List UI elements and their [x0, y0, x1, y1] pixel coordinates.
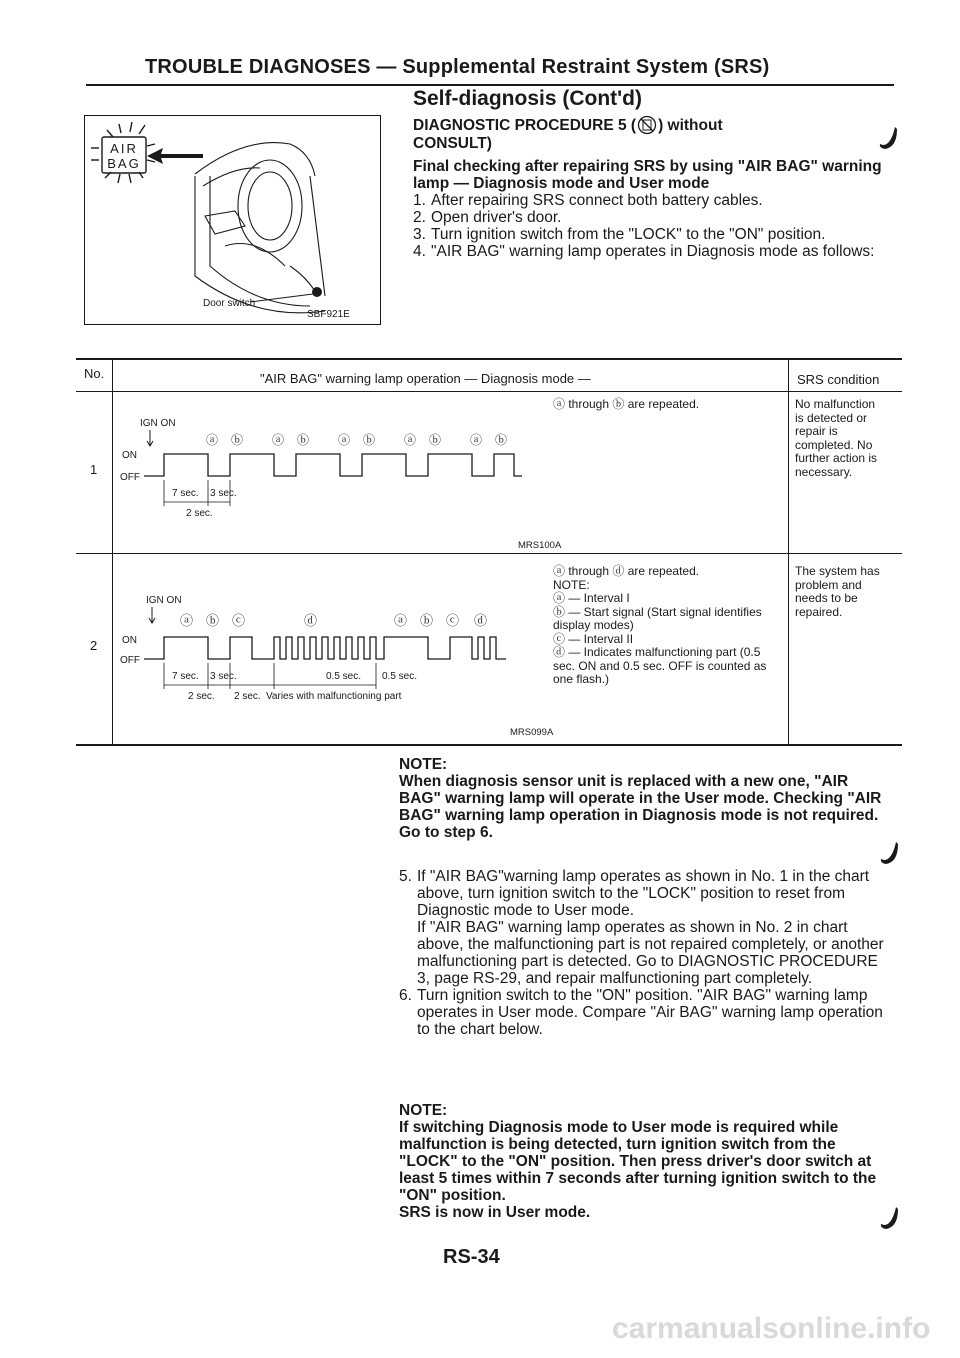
section-title: Self-diagnosis (Cont'd) [413, 87, 642, 110]
row-1-on: ON [122, 450, 137, 461]
figure-code: SBF921E [307, 309, 350, 320]
procedure-body [413, 158, 895, 260]
door-switch-label: Door switch [203, 298, 256, 309]
check-mark-icon [878, 840, 902, 868]
list-item: 1. After repairing SRS connect both battery cables. [413, 192, 763, 209]
label-a: ⓐ [206, 433, 219, 447]
note-2 [399, 1102, 893, 1221]
arrow-icon [147, 148, 203, 164]
row-2-t2b: 2 sec. [234, 691, 261, 702]
row-2-number: 2 [90, 638, 98, 653]
step-list-1 [413, 192, 895, 260]
row-2-on: ON [122, 635, 137, 646]
note-1-text: When diagnosis sensor unit is replaced with a new one, "AIR BAG" warning lamp will operate in the User mode. Checking "AIR BAG" warning lamp operation in Diagnosis mode is not required. Go to step 6. [399, 773, 882, 841]
label-d: ⓓ [304, 613, 318, 628]
footer-watermark: carmanualsonline.info [612, 1312, 931, 1345]
row-1-waveform [144, 454, 522, 476]
note-2-text: If switching Diagnosis mode to User mode is required while malfunction is being detected, turn ignition switch from the "LOCK" to the "ON" position. Then press driver's door switch at least 5 times within 7 seconds after turning ignition switch to the "ON" position. [399, 1119, 877, 1204]
row-2-repeat-note: ⓐ through ⓓ are repeated. NOTE: ⓐ — Interval I ⓑ — Start signal (Start signal identifies display modes) ⓒ — Interval II ⓓ — Indicates malfunctioning part (0.5 sec. ON and 0.5 sec. OFF is counted as one flash.) [553, 564, 767, 686]
row-1-code: MRS100A [518, 540, 562, 551]
label-b: ⓑ [429, 433, 442, 447]
page-number: RS-34 [443, 1246, 500, 1268]
page-header: TROUBLE DIAGNOSES — Supplemental Restraint System (SRS) [145, 56, 770, 78]
procedure-title-c: CONSULT) [413, 135, 492, 152]
label-a: ⓐ [470, 433, 483, 447]
door-switch-figure [84, 115, 381, 325]
label-a: ⓐ [180, 613, 194, 628]
col-header-no: No. [84, 366, 105, 381]
list-item: 3. Turn ignition switch from the "LOCK" to the "ON" position. [413, 226, 826, 243]
list-item: 5. If "AIR BAG"warning lamp operates as shown in No. 1 in the chart above, turn ignition switch to the "LOCK" position to reset from Diagnostic mode to User mode. [399, 868, 870, 919]
row-2-code: MRS099A [510, 727, 554, 738]
label-a: ⓐ [394, 613, 408, 628]
procedure-title-b: ) without [658, 117, 723, 134]
header-rule [86, 84, 894, 86]
table-col-rule-2 [788, 358, 789, 745]
row-2-labels [180, 613, 487, 628]
table-row-rule [76, 553, 902, 554]
label-c: ⓒ [446, 613, 460, 628]
col-header-operation: "AIR BAG" warning lamp operation — Diagnosis mode — [260, 371, 591, 386]
note-2-head: NOTE: [399, 1102, 448, 1119]
table-bottom-rule [76, 744, 902, 746]
row-2-timing-diagram [114, 575, 554, 743]
list-item: 2. Open driver's door. [413, 209, 562, 226]
row-2-varies: Varies with malfunctioning part [266, 691, 402, 702]
no-consult-icon [637, 115, 657, 135]
row-2-condition: The system has problem and needs to be repaired. [795, 564, 880, 619]
door-switch-icon [312, 287, 322, 297]
label-a: ⓐ [338, 433, 351, 447]
row-2-t7: 7 sec. [172, 671, 199, 682]
row-2-t2: 2 sec. [188, 691, 215, 702]
row-2-ign-on: IGN ON [146, 595, 182, 606]
list-item: 4. "AIR BAG" warning lamp operates in Diagnosis mode as follows: [413, 243, 875, 260]
list-item: If "AIR BAG" warning lamp operates as shown in No. 2 in chart above, the malfunctioning part is not repaired completely, or another malfunctioning part is detected. Go to DIAGNOSTIC PROCEDURE 3, page RS-29, and repair malfunctioning part completely. [417, 919, 884, 987]
door-switch-illustration [85, 116, 379, 323]
check-mark-icon [878, 1205, 902, 1233]
row-2-t3: 3 sec. [210, 671, 237, 682]
table-top-rule [76, 358, 902, 360]
step-list-2 [399, 868, 893, 1038]
label-a: ⓐ [272, 433, 285, 447]
label-b: ⓑ [420, 613, 434, 628]
row-1-repeat-note: ⓐ through ⓑ are repeated. [553, 397, 700, 411]
procedure-title [413, 115, 873, 153]
label-b: ⓑ [495, 433, 508, 447]
row-2-off: OFF [120, 655, 140, 666]
lamp-label-bag: BAG [107, 156, 141, 171]
label-d: ⓓ [474, 613, 488, 628]
row-1-t2: 2 sec. [186, 508, 213, 519]
label-b: ⓑ [231, 433, 244, 447]
row-2-t05b: 0.5 sec. [382, 671, 418, 682]
note-1-head: NOTE: [399, 756, 448, 773]
table-col-rule-1 [112, 358, 113, 745]
row-2-waveform [144, 637, 506, 659]
row-1-timing-diagram [114, 410, 562, 551]
row-1-ign-on: IGN ON [140, 418, 176, 429]
row-1-condition: No malfunction is detected or repair is completed. No further action is necessary. [795, 397, 878, 479]
label-b: ⓑ [206, 613, 220, 628]
table-header-rule [76, 391, 902, 392]
row-1-labels [206, 433, 507, 447]
row-1-t3: 3 sec. [210, 488, 237, 499]
col-header-condition: SRS condition [797, 372, 880, 387]
list-item: 6. Turn ignition switch to the "ON" position. "AIR BAG" warning lamp operates in User mode. Compare "Air BAG" warning lamp operation to the chart below. [399, 987, 883, 1038]
row-2-t05a: 0.5 sec. [326, 671, 362, 682]
lamp-label-air: AIR [110, 141, 138, 156]
row-1-off: OFF [120, 472, 140, 483]
label-a: ⓐ [404, 433, 417, 447]
check-mark-icon [877, 125, 901, 153]
row-1-t7: 7 sec. [172, 488, 199, 499]
note-1 [399, 756, 893, 841]
procedure-intro: Final checking after repairing SRS by using "AIR BAG" warning lamp — Diagnosis mode and User mode [413, 158, 882, 192]
note-2-tail: SRS is now in User mode. [399, 1204, 591, 1221]
label-b: ⓑ [297, 433, 310, 447]
label-b: ⓑ [363, 433, 376, 447]
row-1-number: 1 [90, 462, 98, 477]
procedure-title-a: DIAGNOSTIC PROCEDURE 5 ( [413, 117, 637, 134]
label-c: ⓒ [232, 613, 246, 628]
